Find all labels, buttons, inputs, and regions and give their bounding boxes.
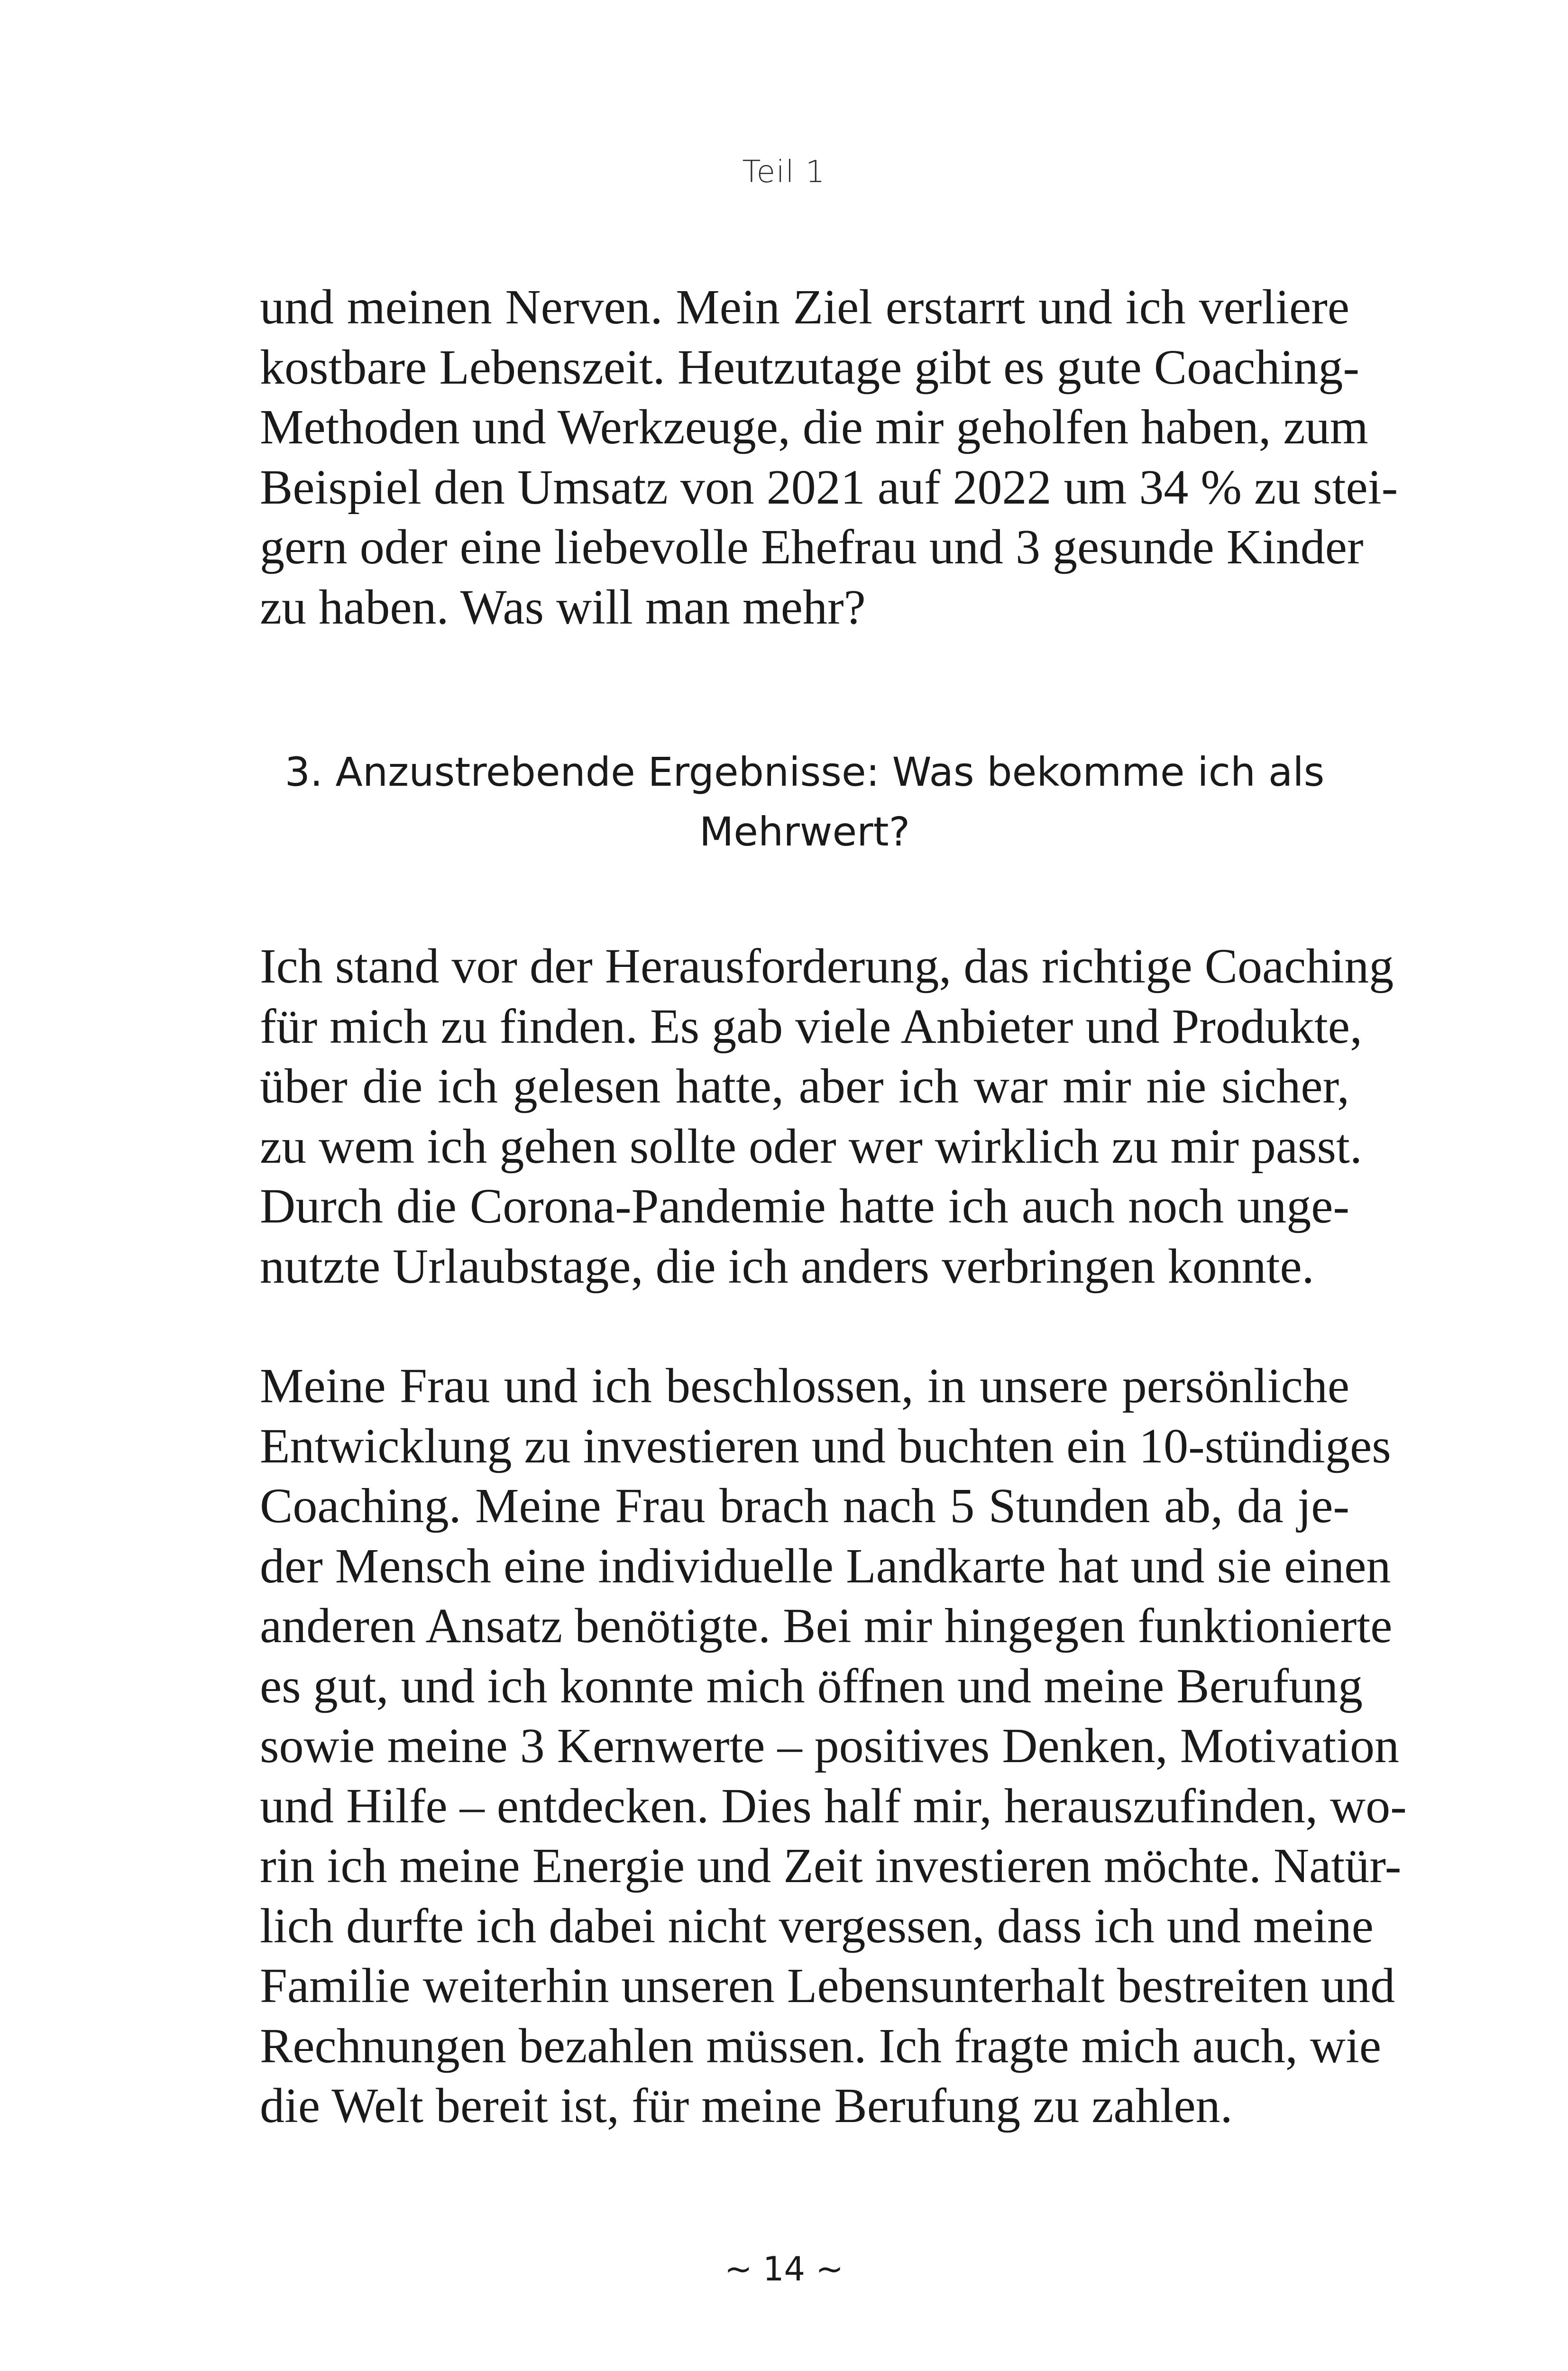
- paragraph-line: sowie meine 3 Kernwerte – positives Denken, Motivation: [260, 1719, 1400, 1773]
- paragraph-line: Ich stand vor der Herausforderung, das richtige Coaching: [260, 939, 1394, 993]
- paragraph-line: und Hilfe – entdecken. Dies half mir, herauszufinden, wo-: [260, 1778, 1407, 1833]
- paragraph-line: Coaching. Meine Frau brach nach 5 Stunden ab, da je-: [260, 1479, 1349, 1533]
- paragraph-line: zu haben. Was will man mehr?: [260, 579, 866, 634]
- paragraph-3: [260, 1356, 1407, 2136]
- paragraph-line: gern oder eine liebevolle Ehefrau und 3 gesunde Kinder: [260, 520, 1364, 574]
- paragraph-line: über die ich gelesen hatte, aber ich war mir nie sicher,: [260, 1059, 1349, 1113]
- section-heading: [260, 742, 1349, 862]
- paragraph-line: und meinen Nerven. Mein Ziel erstarrt und ich verliere: [260, 280, 1349, 334]
- page-number: ~ 14 ~: [724, 2250, 844, 2288]
- paragraph-line: zu wem ich gehen sollte oder wer wirklich zu mir passt.: [260, 1119, 1362, 1174]
- paragraph-line: Familie weiterhin unseren Lebensunterhalt bestreiten und: [260, 1958, 1395, 2013]
- paragraph-1: [260, 277, 1398, 637]
- paragraph-line: es gut, und ich konnte mich öffnen und meine Berufung: [260, 1658, 1363, 1713]
- paragraph-line: rin ich meine Energie und Zeit investieren möchte. Natür-: [260, 1838, 1402, 1893]
- paragraph-line: nutzte Urlaubstage, die ich anders verbringen konnte.: [260, 1239, 1314, 1294]
- paragraph-line: lich durfte ich dabei nicht vergessen, dass ich und meine: [260, 1898, 1374, 1953]
- paragraph-line: der Mensch eine individuelle Landkarte hat und sie einen: [260, 1538, 1391, 1593]
- paragraph-line: Rechnungen bezahlen müssen. Ich fragte mich auch, wie: [260, 2018, 1382, 2073]
- paragraph-line: Meine Frau und ich beschlossen, in unsere persönliche: [260, 1359, 1349, 1413]
- paragraph-line: die Welt bereit ist, für meine Berufung zu zahlen.: [260, 2078, 1233, 2133]
- paragraph-line: Entwicklung zu investieren und buchten ein 10-stündiges: [260, 1418, 1391, 1473]
- running-head: Teil 1: [742, 155, 826, 190]
- paragraph-2: [260, 937, 1394, 1296]
- paragraph-line: Beispiel den Umsatz von 2021 auf 2022 um 34 % zu stei-: [260, 459, 1398, 515]
- paragraph-line: anderen Ansatz benötigte. Bei mir hingegen funktionierte: [260, 1599, 1393, 1653]
- heading-line: Mehrwert?: [699, 809, 910, 855]
- heading-line: 3. Anzustrebende Ergebnisse: Was bekomme ich als: [284, 749, 1325, 795]
- paragraph-line: kostbare Lebenszeit. Heutzutage gibt es gute Coaching-: [260, 340, 1359, 395]
- paragraph-line: Methoden und Werkzeuge, die mir geholfen haben, zum: [260, 400, 1368, 454]
- paragraph-line: Durch die Corona-Pandemie hatte ich auch noch unge-: [260, 1179, 1349, 1233]
- paragraph-line: für mich zu finden. Es gab viele Anbieter und Produkte,: [260, 999, 1362, 1054]
